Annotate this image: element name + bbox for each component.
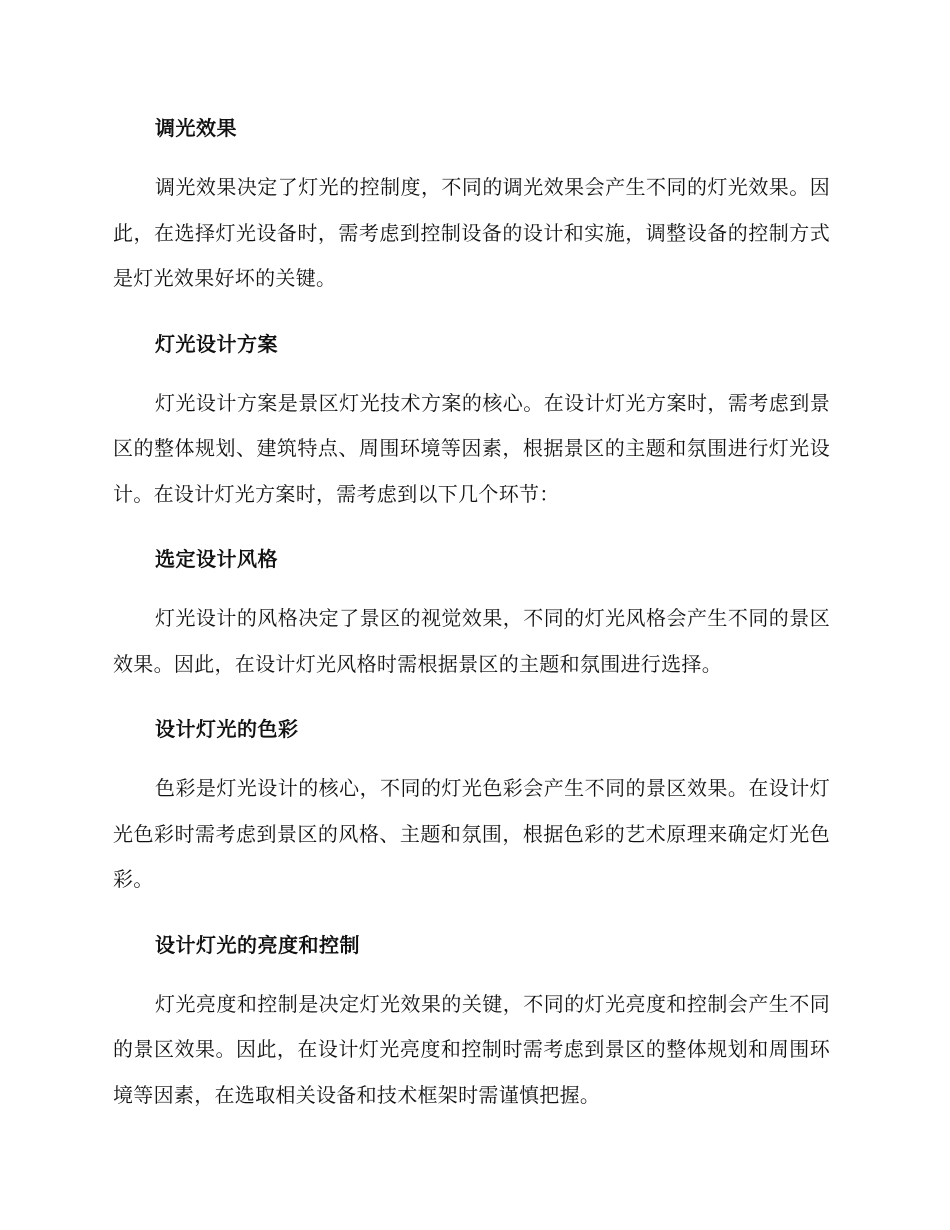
section-lighting-design-plan [113, 328, 830, 518]
section-paragraph: 色彩是灯光设计的核心，不同的灯光色彩会产生不同的景区效果。在设计灯光色彩时需考虑到景区的风格、主题和氛围，根据色彩的艺术原理来确定灯光色彩。 [113, 776, 830, 891]
section-brightness-control [113, 929, 830, 1119]
section-dimming-effect [113, 112, 830, 302]
section-lighting-color [113, 713, 830, 903]
section-heading: 灯光设计方案 [155, 331, 278, 356]
section-heading: 设计灯光的亮度和控制 [155, 932, 360, 957]
section-paragraph: 调光效果决定了灯光的控制度，不同的调光效果会产生不同的灯光效果。因此，在选择灯光设备时，需考虑到控制设备的设计和实施，调整设备的控制方式是灯光效果好坏的关键。 [113, 175, 830, 290]
section-heading: 调光效果 [155, 116, 237, 140]
section-paragraph: 灯光亮度和控制是决定灯光效果的关键，不同的灯光亮度和控制会产生不同的景区效果。因此，在设计灯光亮度和控制时需考虑到景区的整体规划和周围环境等因素，在选取相关设备和技术框架时需谨慎把握。 [113, 991, 830, 1107]
section-heading: 设计灯光的色彩 [155, 717, 299, 741]
section-heading: 选定设计风格 [155, 547, 278, 571]
section-design-style [113, 543, 830, 687]
section-paragraph: 灯光设计的风格决定了景区的视觉效果，不同的灯光风格会产生不同的景区效果。因此，在设计灯光风格时需根据景区的主题和氛围进行选择。 [113, 606, 830, 676]
section-paragraph: 灯光设计方案是景区灯光技术方案的核心。在设计灯光方案时，需考虑到景区的整体规划、建筑特点、周围环境等因素，根据景区的主题和氛围进行灯光设计。在设计灯光方案时，需考虑到以下几个环节： [113, 390, 830, 506]
